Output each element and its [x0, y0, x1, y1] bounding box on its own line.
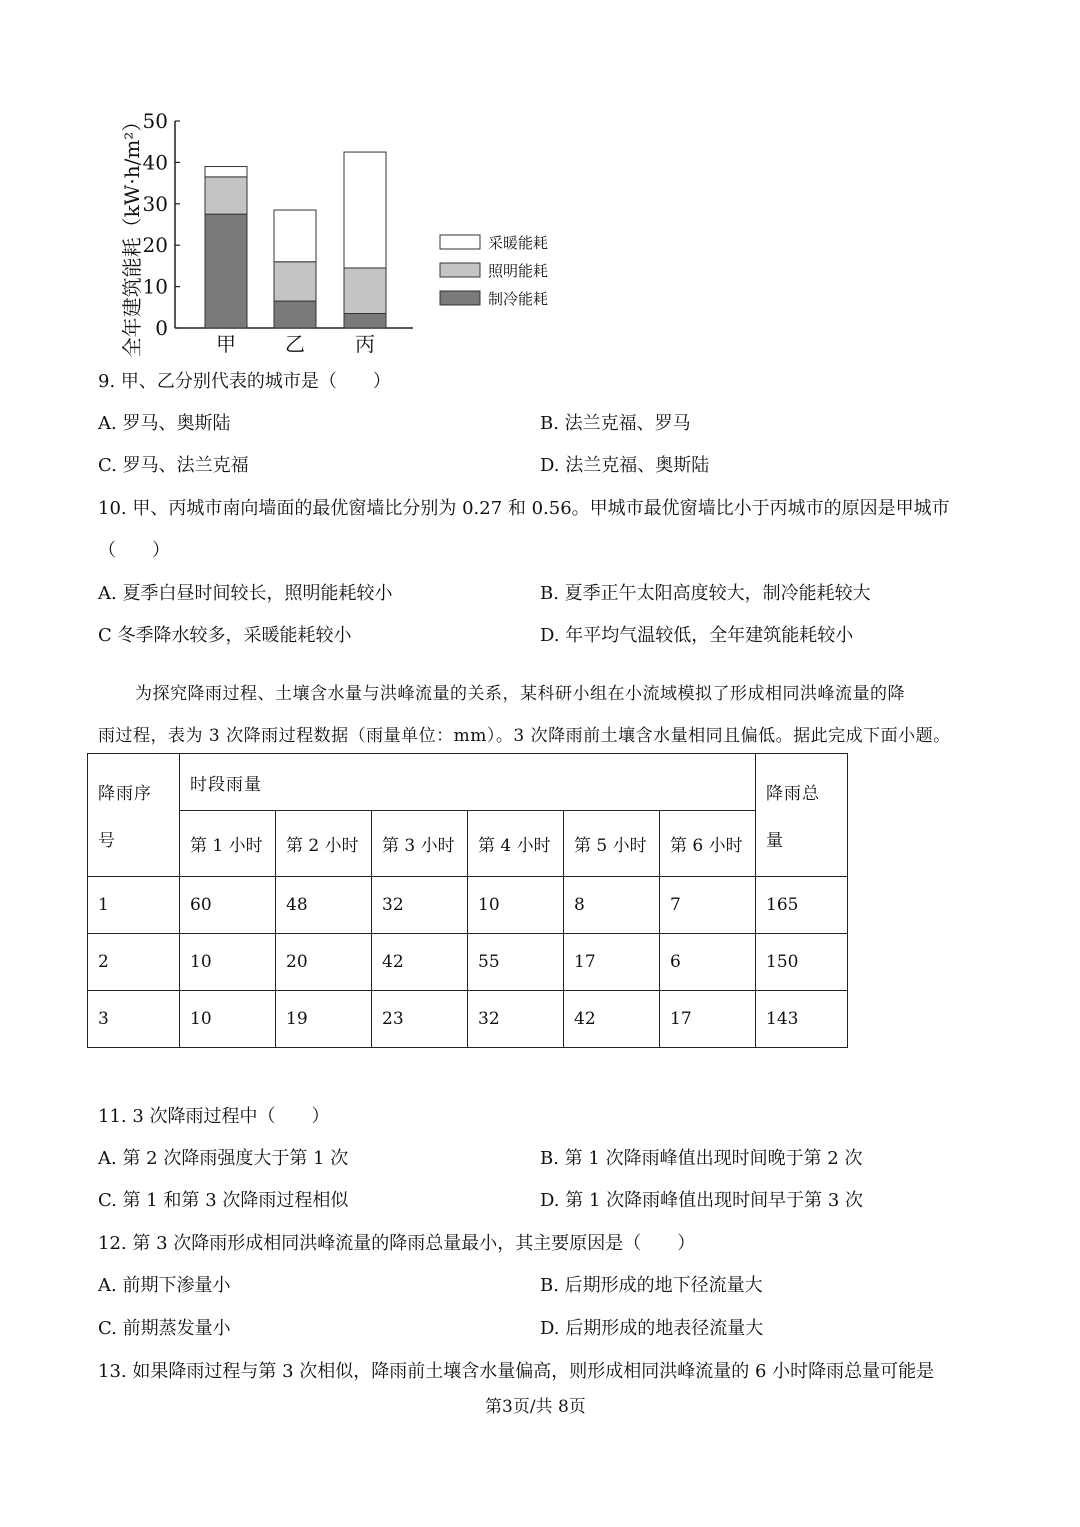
legend-swatch [440, 263, 480, 277]
x-category-label: 乙 [285, 332, 305, 356]
question-12-stem: 12. 第 3 次降雨形成相同洪峰流量的降雨总量最小，其主要原因是（ ） [98, 1233, 696, 1254]
table-cell: 17 [564, 934, 660, 991]
y-tick-label: 40 [142, 150, 168, 175]
question-12-option-c: C. 前期蒸发量小 [98, 1318, 231, 1339]
bar-segment [274, 262, 316, 301]
legend-label: 采暖能耗 [488, 234, 549, 252]
question-11-option-d: D. 第 1 次降雨峰值出现时间早于第 3 次 [540, 1190, 864, 1211]
table-cell: 10 [468, 877, 564, 934]
table-cell: 42 [372, 934, 468, 991]
y-tick-label: 10 [142, 274, 168, 299]
y-tick-label: 20 [142, 233, 168, 258]
x-category-label: 丙 [355, 332, 375, 356]
header-hour-6: 第 6 小时 [660, 811, 756, 877]
header-hour-3: 第 3 小时 [372, 811, 468, 877]
table-cell: 10 [180, 934, 276, 991]
bar-segment [205, 214, 247, 328]
question-9-option-d: D. 法兰克福、奥斯陆 [540, 455, 710, 476]
question-12-option-d: D. 后期形成的地表径流量大 [540, 1318, 764, 1339]
bar-segment [205, 167, 247, 177]
table-cell: 42 [564, 991, 660, 1048]
intro-line-1: 为探究降雨过程、土壤含水量与洪峰流量的关系，某科研小组在小流域模拟了形成相同洪峰流量的降 [135, 684, 905, 704]
y-tick-label: 50 [142, 109, 168, 133]
table-cell: 1 [88, 877, 180, 934]
table-cell: 6 [660, 934, 756, 991]
table-cell: 19 [276, 991, 372, 1048]
table-cell: 60 [180, 877, 276, 934]
header-period-label: 时段雨量 [190, 774, 262, 795]
header-hour-4: 第 4 小时 [468, 811, 564, 877]
header-total-line1: 降雨总 [766, 784, 820, 804]
header-hour-1: 第 1 小时 [180, 811, 276, 877]
intro-line-2: 雨过程，表为 3 次降雨过程数据（雨量单位：mm）。3 次降雨前土壤含水量相同且偏低。据此完成下面小题。 [98, 726, 951, 746]
y-axis-title: 全年建筑能耗（kW·h/m²） [120, 111, 144, 358]
table-row [88, 991, 848, 1048]
bar-segment [205, 177, 247, 214]
question-12-option-a: A. 前期下渗量小 [98, 1275, 231, 1296]
header-period-cell [180, 754, 756, 811]
question-9-stem: 9. 甲、乙分别代表的城市是（ ） [98, 371, 391, 392]
question-10-stem-paren: （ ） [98, 540, 170, 561]
page-footer: 第3页/共 8页 [485, 1397, 586, 1417]
legend-label: 照明能耗 [488, 262, 549, 280]
table-cell: 48 [276, 877, 372, 934]
legend-swatch [440, 291, 480, 305]
y-tick-label: 30 [142, 191, 168, 216]
question-10-option-d: D. 年平均气温较低，全年建筑能耗较小 [540, 625, 854, 646]
bar-segment [274, 301, 316, 328]
header-hour-5: 第 5 小时 [564, 811, 660, 877]
bar-segment [344, 268, 386, 314]
header-total-line2: 量 [766, 831, 784, 851]
question-9-option-c: C. 罗马、法兰克福 [98, 455, 249, 476]
bar-segment [274, 210, 316, 262]
question-10-option-a: A. 夏季白昼时间较长，照明能耗较小 [98, 583, 393, 604]
table-cell: 2 [88, 934, 180, 991]
question-13-stem: 13. 如果降雨过程与第 3 次相似，降雨前土壤含水量偏高，则形成相同洪峰流量的 6 小时降雨总量可能是 [98, 1361, 935, 1382]
x-category-label: 甲 [216, 332, 236, 356]
table-cell: 3 [88, 991, 180, 1048]
header-sequence-cell [88, 754, 180, 877]
legend-label: 制冷能耗 [488, 290, 549, 308]
question-10-stem: 10. 甲、丙城市南向墙面的最优窗墙比分别为 0.27 和 0.56。甲城市最优窗墙比小于丙城市的原因是甲城市 [98, 498, 950, 519]
bar-segment [344, 314, 386, 328]
question-10-option-b: B. 夏季正午太阳高度较大，制冷能耗较大 [540, 583, 871, 604]
table-cell: 23 [372, 991, 468, 1048]
legend-swatch [440, 235, 480, 249]
rainfall-table [87, 753, 848, 1048]
table-row [88, 877, 848, 934]
question-12-option-b: B. 后期形成的地下径流量大 [540, 1275, 763, 1296]
table-cell: 8 [564, 877, 660, 934]
table-cell: 20 [276, 934, 372, 991]
table-cell: 150 [756, 934, 848, 991]
table-cell: 32 [372, 877, 468, 934]
energy-consumption-chart [95, 95, 565, 360]
question-11-option-a: A. 第 2 次降雨强度大于第 1 次 [98, 1148, 349, 1169]
question-9-option-b: B. 法兰克福、罗马 [540, 413, 691, 434]
table-cell: 143 [756, 991, 848, 1048]
header-total-cell [756, 754, 848, 877]
question-10-option-c: C 冬季降水较多，采暖能耗较小 [98, 625, 352, 646]
question-9-option-a: A. 罗马、奥斯陆 [98, 413, 231, 434]
question-11-stem: 11. 3 次降雨过程中（ ） [98, 1106, 330, 1127]
table-cell: 165 [756, 877, 848, 934]
y-tick-label: 0 [155, 316, 168, 340]
table-cell: 10 [180, 991, 276, 1048]
bar-segment [344, 152, 386, 268]
table-cell: 17 [660, 991, 756, 1048]
question-11-option-c: C. 第 1 和第 3 次降雨过程相似 [98, 1190, 349, 1211]
table-cell: 55 [468, 934, 564, 991]
header-hour-2: 第 2 小时 [276, 811, 372, 877]
table-cell: 7 [660, 877, 756, 934]
header-sequence-line1: 降雨序 [98, 784, 152, 804]
table-cell: 32 [468, 991, 564, 1048]
question-11-option-b: B. 第 1 次降雨峰值出现时间晚于第 2 次 [540, 1148, 863, 1169]
table-row [88, 934, 848, 991]
header-sequence-line2: 号 [98, 831, 116, 851]
